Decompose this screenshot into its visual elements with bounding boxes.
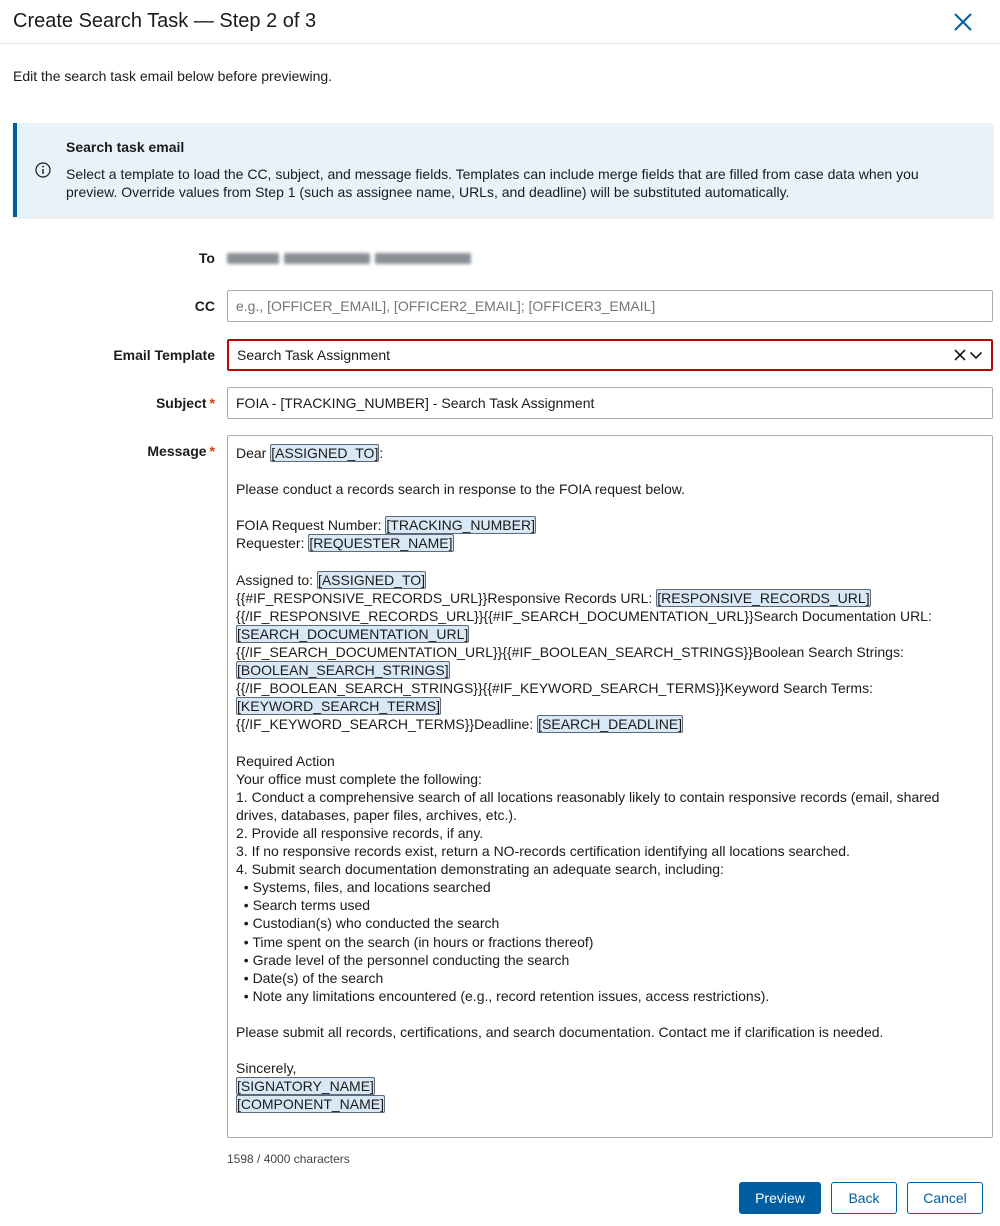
- back-button[interactable]: Back: [831, 1182, 897, 1214]
- cancel-button[interactable]: Cancel: [907, 1182, 983, 1214]
- close-icon: [954, 13, 972, 31]
- to-recipient-redacted: [227, 250, 479, 266]
- merge-field-chip: [COMPONENT_NAME]: [237, 1096, 385, 1113]
- message-text: {{/IF_BOOLEAN_SEARCH_STRINGS}}{{#IF_KEYWORD_SEARCH_TERMS}}Keyword Search Terms:: [236, 680, 873, 697]
- info-icon: [35, 162, 51, 178]
- to-label: To: [198, 250, 215, 266]
- email-template-select[interactable]: [227, 339, 993, 371]
- message-text: {{/IF_KEYWORD_SEARCH_TERMS}}Deadline:: [236, 716, 534, 733]
- preview-button[interactable]: Preview: [739, 1182, 821, 1214]
- merge-field-chip: [KEYWORD_SEARCH_TERMS]: [237, 698, 441, 715]
- merge-field-chip: [TRACKING_NUMBER]: [386, 517, 535, 534]
- message-text: Assigned to:: [236, 571, 314, 588]
- message-text: Required Action Your office must complete the following: 1. Conduct a comprehensive search of all locations reasonably likely to contain responsive records (email, shared drives, databases, paper files, archives, etc.). 2. Provide all responsive records, if any. 3. If no responsive records exist, return a NO-records certification identifying all locations searched. 4. Submit search documentation demonstrating an adequate search, including: • Systems, files, and locations searched • Search terms used • Custodian(s) who conducted the search • Time spent on the search (in hours or fractions thereof) • Grade level of the personnel conducting the search • Date(s) of the search • Note any limitations encountered (e.g., record retention issues, access restrictions). Please submit all records, certifications, and search documentation. Contact me if clarification is needed. Sincerely,: [236, 752, 940, 1077]
- merge-field-chip: [RESPONSIVE_RECORDS_URL]: [657, 589, 870, 606]
- merge-field-chip: [REQUESTER_NAME]: [309, 535, 453, 552]
- merge-field-chip: [BOOLEAN_SEARCH_STRINGS]: [237, 662, 449, 679]
- merge-field-chip: [ASSIGNED_TO]: [271, 445, 379, 461]
- merge-field-chip: [ASSIGNED_TO]: [317, 571, 426, 588]
- email-template-label: Email Template: [113, 347, 215, 363]
- email-template-value: Search Task Assignment: [237, 347, 391, 363]
- dialog-header: [0, 0, 1000, 44]
- alert-title: Search task email: [66, 139, 185, 155]
- cc-label: CC: [194, 298, 215, 314]
- message-text: {{#IF_RESPONSIVE_RECORDS_URL}}Responsive Records URL:: [236, 589, 653, 606]
- message-label-text: Message: [147, 443, 207, 459]
- dialog-title: Create Search Task — Step 2 of 3: [13, 10, 317, 32]
- merge-field-chip: [SEARCH_DOCUMENTATION_URL]: [237, 625, 469, 642]
- alert-body: Select a template to load the CC, subject, and message fields. Templates can include merge fields that are filled from case data when you preview. Override values from Step 1 (such as assignee name, URLs, and deadline) will be substituted automatically.: [66, 166, 919, 200]
- message-label: [147, 443, 215, 459]
- info-alert: [13, 123, 993, 217]
- subject-label-text: Subject: [155, 395, 207, 411]
- subject-label: [156, 395, 215, 411]
- dialog-intro: Edit the search task email below before previewing.: [13, 68, 333, 84]
- required-asterisk: *: [209, 395, 215, 411]
- message-text: {{/IF_RESPONSIVE_RECORDS_URL}}{{#IF_SEARCH_DOCUMENTATION_URL}}Search Documentation URL:: [236, 607, 932, 624]
- required-asterisk: *: [209, 443, 215, 459]
- message-text: Requester:: [236, 535, 305, 552]
- close-button[interactable]: [949, 8, 977, 36]
- message-editor[interactable]: [227, 435, 993, 1138]
- clear-icon[interactable]: [953, 348, 967, 362]
- character-counter: 1598 / 4000 characters: [227, 1152, 350, 1166]
- chevron-down-icon[interactable]: [969, 348, 983, 362]
- merge-field-chip: [SEARCH_DEADLINE]: [538, 716, 683, 733]
- merge-field-chip: [SIGNATORY_NAME]: [237, 1078, 374, 1095]
- message-text: {{/IF_SEARCH_DOCUMENTATION_URL}}{{#IF_BOOLEAN_SEARCH_STRINGS}}Boolean Search Strings:: [236, 644, 904, 661]
- cc-input[interactable]: [227, 290, 993, 322]
- message-text: Dear: [236, 445, 271, 461]
- subject-input[interactable]: [227, 387, 993, 419]
- message-text: : Please conduct a records search in response to the FOIA request below. FOIA Request Number:: [236, 445, 686, 534]
